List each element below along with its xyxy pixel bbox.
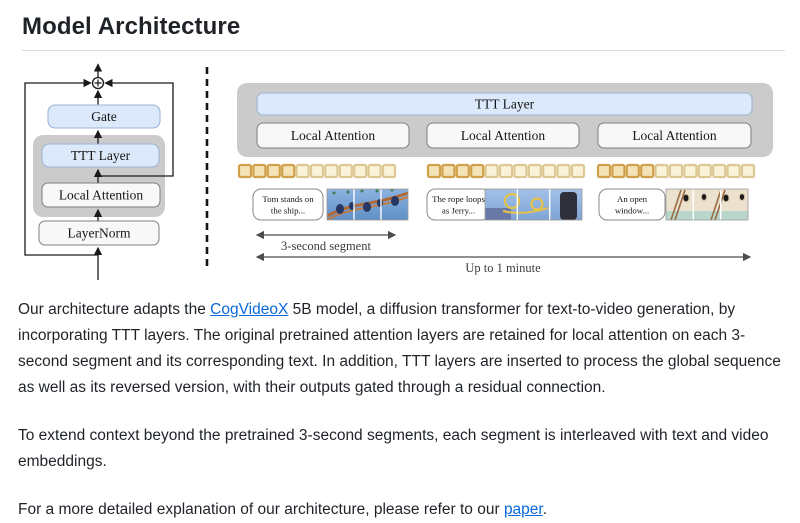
token-square — [627, 165, 639, 177]
token-square — [428, 165, 440, 177]
p1-text-before: Our architecture adapts the — [18, 301, 211, 318]
readme-content — [0, 13, 800, 523]
token-square — [471, 165, 483, 177]
segment-caption-1-line1: Tom stands on — [262, 194, 314, 204]
right-diagram — [237, 83, 773, 275]
page-title-text: Model Architecture — [22, 13, 241, 40]
token-square — [311, 165, 323, 177]
global-ttt-layer-label: TTT Layer — [474, 96, 535, 112]
left-diagram — [25, 65, 173, 281]
segment-caption-1-line2: the ship... — [270, 205, 306, 216]
token-square — [572, 165, 584, 177]
token-square — [713, 165, 725, 177]
token-square — [598, 165, 610, 177]
token-square — [684, 165, 696, 177]
token-square — [728, 165, 740, 177]
segment-caption-3-line1: An open — [616, 194, 648, 204]
token-square — [457, 165, 469, 177]
p3-text-before: For a more detailed explanation of our architecture, please refer to our — [18, 501, 504, 518]
token-square — [383, 165, 395, 177]
token-square — [282, 165, 294, 177]
token-square — [500, 165, 512, 177]
local-attention-label: Local Attention — [58, 187, 144, 203]
segment-attention-label-2: Local Attention — [460, 128, 546, 143]
paragraph-2: To extend context beyond the pretrained 3-second segments, each segment is interleaved with text and video embeddings. — [18, 427, 769, 470]
paper-link[interactable]: paper — [503, 501, 543, 518]
paragraph-3 — [18, 497, 785, 523]
segment-caption-2-line2: as Jerry... — [441, 205, 476, 216]
token-square — [543, 165, 555, 177]
token-square — [239, 165, 251, 177]
token-groups — [239, 165, 754, 177]
token-square — [325, 165, 337, 177]
architecture-figure — [0, 52, 800, 285]
p1-text-after: 5B model, a diffusion transformer for text-to-video generation, by incorporating TTT layers. The original pretrained attention layers are retained for local attention on each 3-second segment and its corresponding text. In addition, TTT layers are inserted to process the global sequence as well as its reversed version, with their outputs gated through a residual connection. — [18, 301, 781, 396]
paragraph-1 — [18, 297, 785, 401]
filmstrip-3 — [666, 189, 748, 220]
filmstrip-1 — [327, 189, 408, 221]
gate-label: Gate — [91, 109, 117, 124]
token-square — [529, 165, 541, 177]
ttt-layer-label: TTT Layer — [70, 148, 131, 163]
token-square — [486, 165, 498, 177]
token-square — [656, 165, 668, 177]
page-title — [22, 13, 785, 51]
cogvideox-link[interactable]: CogVideoX — [210, 301, 289, 318]
segment-attention-label-3: Local Attention — [632, 128, 717, 143]
token-square — [699, 165, 711, 177]
segment-caption-3-line2: window... — [614, 205, 650, 216]
total-span-label: Up to 1 minute — [465, 261, 541, 275]
token-square — [558, 165, 570, 177]
token-square — [297, 165, 309, 177]
token-square — [641, 165, 653, 177]
token-square — [354, 165, 366, 177]
token-square — [670, 165, 682, 177]
token-square — [442, 165, 454, 177]
filmstrip-2 — [485, 189, 582, 220]
segment-span-label: 3-second segment — [281, 239, 371, 253]
token-square — [612, 165, 624, 177]
layernorm-label: LayerNorm — [67, 225, 131, 241]
token-square — [514, 165, 526, 177]
token-square — [369, 165, 381, 177]
token-square — [340, 165, 352, 177]
architecture-figure-wrap — [0, 52, 800, 285]
token-square — [253, 165, 265, 177]
token-square — [742, 165, 754, 177]
p3-text-after: . — [542, 501, 548, 518]
segment-attention-label-1: Local Attention — [290, 128, 376, 143]
segment-caption-2-line1: The rope loops — [432, 194, 485, 204]
token-square — [268, 165, 280, 177]
